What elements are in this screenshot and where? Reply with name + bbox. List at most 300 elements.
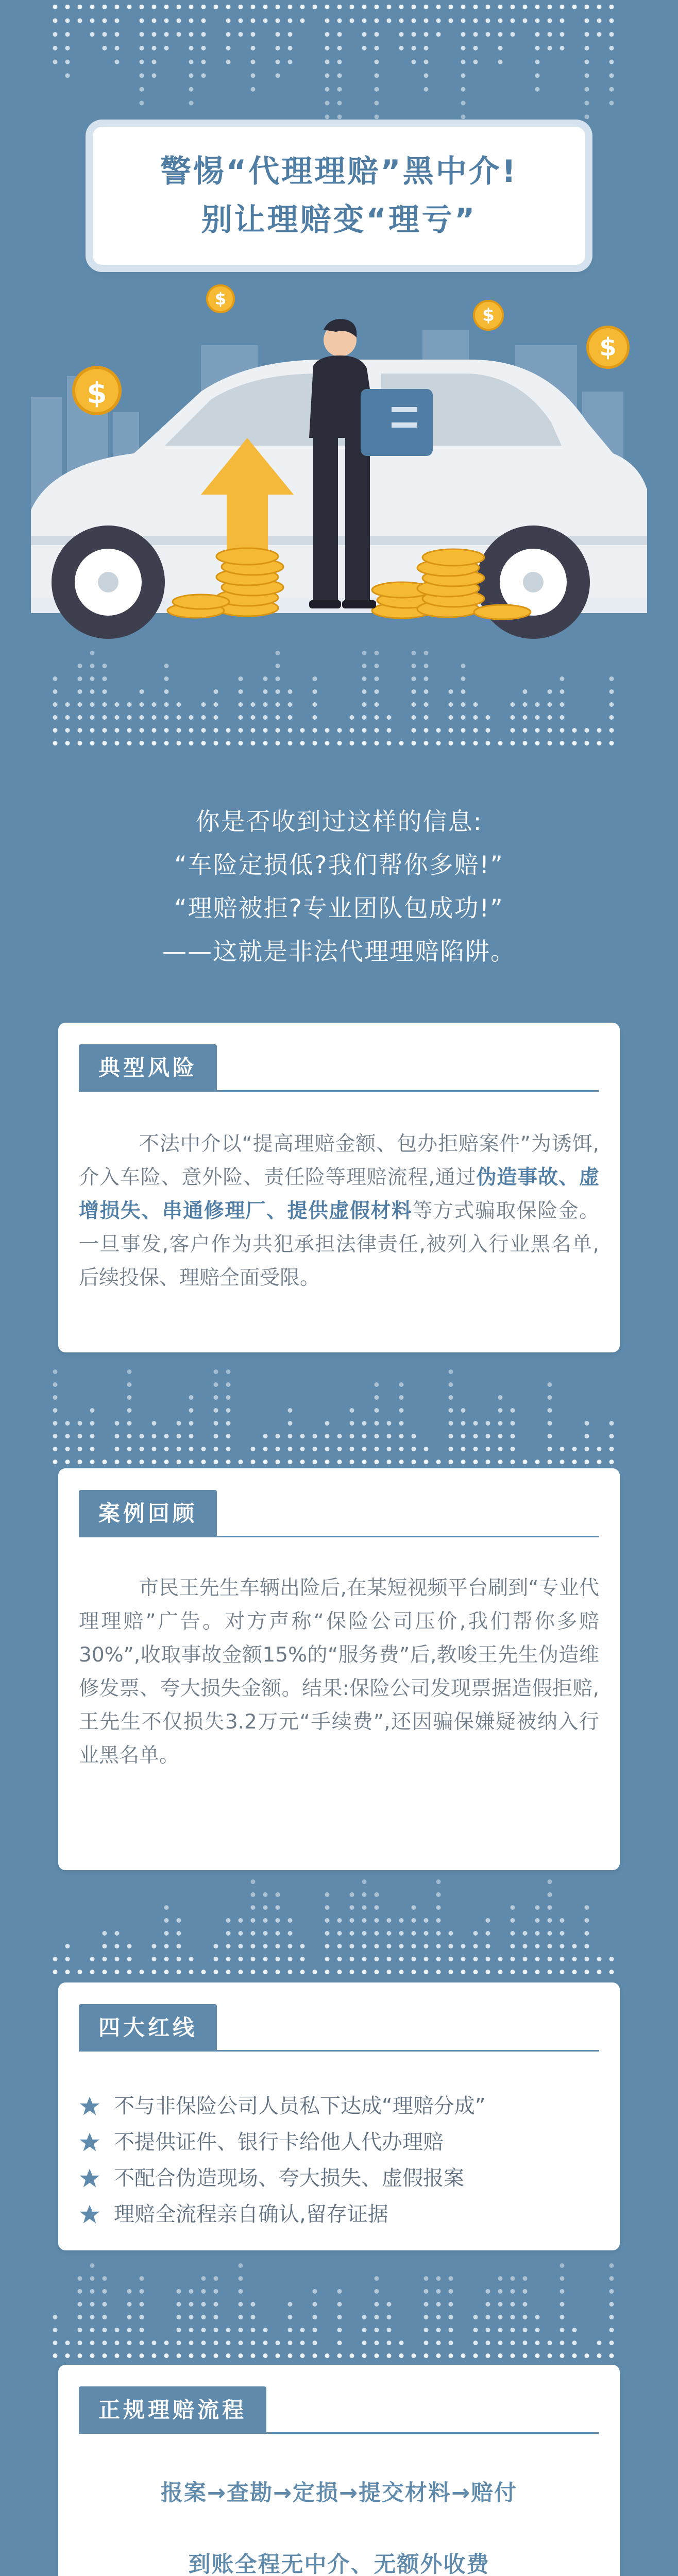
decor-dot <box>350 1408 354 1413</box>
decor-dot <box>412 1931 416 1936</box>
decor-dot <box>177 2302 181 2307</box>
decor-dot <box>387 1434 392 1438</box>
decor-dot <box>511 1918 515 1923</box>
decor-dot <box>214 1944 218 1948</box>
decor-dot <box>313 1434 317 1438</box>
decor-dot <box>325 46 330 50</box>
decor-dot <box>78 19 82 23</box>
decor-dot <box>523 1957 528 1961</box>
decor-dot <box>498 1957 503 1961</box>
decor-dot <box>362 1905 367 1910</box>
decor-dot <box>436 2276 441 2281</box>
decor-dot <box>65 728 70 733</box>
decor-dot <box>461 73 466 78</box>
decor-dot <box>239 2276 243 2281</box>
decor-dot <box>337 728 342 733</box>
decor-dot <box>523 1931 528 1936</box>
decor-dot <box>436 2341 441 2345</box>
decor-dot <box>399 1970 404 1974</box>
decor-dot <box>560 2289 565 2294</box>
decor-dot <box>226 1460 231 1464</box>
decor-dot <box>115 32 120 37</box>
decor-dot <box>609 1447 614 1451</box>
decor-dot <box>152 46 157 50</box>
decor-dot <box>486 2328 490 2332</box>
decor-dot <box>65 1434 70 1438</box>
decor-dot <box>486 1460 490 1464</box>
decor-dot <box>189 101 194 106</box>
decor-dot <box>560 2315 565 2319</box>
decor-dot <box>115 1970 120 1974</box>
decor-dot <box>473 1944 478 1948</box>
decor-dot <box>337 46 342 50</box>
decor-dot <box>152 32 157 37</box>
decor-dot <box>201 1460 206 1464</box>
decor-dot <box>53 32 58 37</box>
decor-dot <box>548 1905 552 1910</box>
dot-grid <box>49 1365 629 1468</box>
decor-dot <box>239 689 243 694</box>
decor-dot <box>436 1892 441 1897</box>
decor-dot <box>523 715 528 720</box>
decor-dot <box>362 728 367 733</box>
decor-dot <box>572 2341 577 2345</box>
decor-dot <box>313 702 317 707</box>
decor-dot <box>572 741 577 745</box>
decor-dot <box>511 1931 515 1936</box>
decor-dot <box>140 1460 144 1464</box>
redline-text: 理赔全流程亲自确认,留存证据 <box>114 2202 388 2226</box>
decor-dot <box>325 1892 330 1897</box>
decor-dot <box>362 1931 367 1936</box>
decor-dot <box>473 1970 478 1974</box>
decor-dot <box>461 32 466 37</box>
decor-dot <box>498 2353 503 2358</box>
decor-dot <box>288 19 293 23</box>
decor-dot <box>461 741 466 745</box>
decor-dot <box>449 1434 453 1438</box>
case-paragraph <box>79 1571 599 1772</box>
decor-dot <box>276 1460 280 1464</box>
decor-dot <box>461 1460 466 1464</box>
decor-dot <box>53 1447 58 1451</box>
decor-dot <box>387 2341 392 2345</box>
decor-dot <box>276 676 280 681</box>
decor-dot <box>560 1944 565 1948</box>
decor-dot <box>251 1931 256 1936</box>
decor-dot <box>140 741 144 745</box>
decor-dot <box>597 1447 602 1451</box>
decor-dot <box>90 741 95 745</box>
decor-dot <box>65 19 70 23</box>
decor-dot <box>399 1434 404 1438</box>
decor-dot <box>362 1957 367 1961</box>
decor-dot <box>263 715 268 720</box>
decor-dot <box>251 73 256 78</box>
decor-dot <box>424 1931 429 1936</box>
decor-dot <box>201 5 206 9</box>
decor-dot <box>375 715 379 720</box>
decor-dot <box>189 1970 194 1974</box>
decor-dot <box>288 1408 293 1413</box>
decor-dot <box>461 5 466 9</box>
decor-dot <box>164 728 169 733</box>
decor-dot <box>53 1382 58 1387</box>
decor-dot <box>239 715 243 720</box>
decor-dot <box>399 1382 404 1387</box>
decor-dot <box>449 5 453 9</box>
decor-dot <box>288 2341 293 2345</box>
decor-dot <box>226 2341 231 2345</box>
decor-dot <box>387 5 392 9</box>
decor-dot <box>436 2289 441 2294</box>
decor-dot <box>375 689 379 694</box>
decor-dot <box>90 19 95 23</box>
decor-dot <box>300 5 305 9</box>
coin-icon <box>473 300 504 331</box>
decor-dot <box>152 60 157 64</box>
decor-dot <box>251 1905 256 1910</box>
decor-dot <box>511 2302 515 2307</box>
star-icon <box>79 2204 100 2225</box>
decor-dot <box>103 2353 107 2358</box>
decor-dot <box>362 32 367 37</box>
decor-dot <box>473 5 478 9</box>
decor-dot <box>473 32 478 37</box>
decor-dot <box>239 2315 243 2319</box>
decor-dot <box>214 2302 218 2307</box>
decor-dot <box>201 60 206 64</box>
decor-dot <box>548 728 552 733</box>
decor-dot <box>276 702 280 707</box>
decor-dot <box>263 1905 268 1910</box>
decor-dot <box>90 1460 95 1464</box>
intro-text <box>49 801 629 974</box>
divider <box>79 1536 599 1537</box>
decor-dot <box>78 1421 82 1426</box>
decor-dot <box>177 1447 181 1451</box>
decor-dot <box>375 2302 379 2307</box>
decor-dot <box>436 2315 441 2319</box>
decor-dot <box>177 1434 181 1438</box>
decor-dot <box>535 1944 540 1948</box>
decor-dot <box>473 702 478 707</box>
decor-dot <box>103 664 107 668</box>
decor-dot <box>449 1421 453 1426</box>
decor-dot <box>239 1944 243 1948</box>
decor-dot <box>276 651 280 655</box>
decor-dot <box>115 741 120 745</box>
decor-dot <box>300 1944 305 1948</box>
decor-dot <box>189 715 194 720</box>
decor-dot <box>609 2341 614 2345</box>
decor-dot <box>263 689 268 694</box>
decor-dot <box>560 46 565 50</box>
decor-dot <box>65 60 70 64</box>
decor-dot <box>609 2353 614 2358</box>
decor-dot <box>486 19 490 23</box>
decor-dot <box>511 1905 515 1910</box>
decor-dot <box>461 60 466 64</box>
decor-dot <box>375 1970 379 1974</box>
decor-dot <box>585 1434 589 1438</box>
decor-dot <box>523 2341 528 2345</box>
decor-dot <box>560 1447 565 1451</box>
decor-dot <box>337 1931 342 1936</box>
decor-dot <box>201 2302 206 2307</box>
decor-dot <box>263 702 268 707</box>
decor-dot <box>115 1944 120 1948</box>
decor-dot <box>548 1382 552 1387</box>
decor-dot <box>609 1957 614 1961</box>
decor-dot <box>560 2328 565 2332</box>
decor-dot <box>412 32 416 37</box>
decor-dot <box>288 2328 293 2332</box>
decor-dot <box>177 2353 181 2358</box>
decor-dot <box>189 1421 194 1426</box>
decor-dot <box>177 2328 181 2332</box>
decor-dot <box>65 1970 70 1974</box>
decor-dot <box>152 1970 157 1974</box>
decor-dot <box>78 715 82 720</box>
decor-dot <box>560 2263 565 2268</box>
decor-dot <box>498 1434 503 1438</box>
decor-dot <box>362 715 367 720</box>
decor-dot <box>597 1460 602 1464</box>
decor-dot <box>375 1460 379 1464</box>
decor-dot <box>412 1460 416 1464</box>
decor-dot <box>53 1434 58 1438</box>
decor-dot <box>375 60 379 64</box>
decor-dot <box>140 1434 144 1438</box>
decor-dot <box>53 1408 58 1413</box>
decor-dot <box>115 715 120 720</box>
decor-dot <box>498 1460 503 1464</box>
decor-dot <box>486 2353 490 2358</box>
decor-dot <box>90 2289 95 2294</box>
decor-dot <box>78 2353 82 2358</box>
decor-dot <box>511 2328 515 2332</box>
decor-dot <box>498 2328 503 2332</box>
decor-dot <box>486 1447 490 1451</box>
coin-symbol: $ <box>87 377 107 410</box>
decor-dot <box>486 1970 490 1974</box>
decor-dot <box>140 2341 144 2345</box>
decor-dot <box>585 1918 589 1923</box>
decor-dot <box>337 1944 342 1948</box>
decor-dot <box>214 2289 218 2294</box>
decor-dot <box>313 676 317 681</box>
title-card <box>93 127 585 265</box>
decor-dot <box>226 1918 231 1923</box>
decor-dot <box>399 19 404 23</box>
decor-dot <box>399 1944 404 1948</box>
decor-dot <box>523 689 528 694</box>
decor-dot <box>350 728 354 733</box>
decor-dot <box>585 32 589 37</box>
decor-dot <box>288 1944 293 1948</box>
decor-dot <box>239 32 243 37</box>
decor-dot <box>424 2289 429 2294</box>
decor-dot <box>609 46 614 50</box>
decor-dot <box>65 1944 70 1948</box>
decor-dot <box>103 2289 107 2294</box>
decor-dot <box>449 2289 453 2294</box>
decor-dot <box>276 1957 280 1961</box>
decor-dot <box>251 728 256 733</box>
dot-grid-top <box>49 0 629 124</box>
decor-dot <box>251 2315 256 2319</box>
decor-dot <box>535 19 540 23</box>
decor-dot <box>585 1421 589 1426</box>
decor-dot <box>375 1957 379 1961</box>
decor-dot <box>263 2328 268 2332</box>
decor-dot <box>276 1944 280 1948</box>
decor-dot <box>424 715 429 720</box>
decor-dot <box>140 101 144 106</box>
decor-dot <box>337 2353 342 2358</box>
decor-dot <box>449 1944 453 1948</box>
decor-dot <box>498 2341 503 2345</box>
decor-dot <box>201 1970 206 1974</box>
decor-dot <box>436 1918 441 1923</box>
decor-dot <box>436 19 441 23</box>
redline-text: 不提供证件、银行卡给他人代办理赔 <box>114 2130 444 2154</box>
decor-dot <box>362 1421 367 1426</box>
decor-dot <box>201 32 206 37</box>
decor-dot <box>152 1447 157 1451</box>
decor-dot <box>449 1408 453 1413</box>
decor-dot <box>560 1460 565 1464</box>
decor-dot <box>461 728 466 733</box>
decor-dot <box>300 2353 305 2358</box>
decor-dot <box>189 728 194 733</box>
decor-dot <box>350 1944 354 1948</box>
decor-dot <box>325 1460 330 1464</box>
decor-dot <box>399 32 404 37</box>
decor-dot <box>424 1970 429 1974</box>
decor-dot <box>189 1434 194 1438</box>
dot-pattern-3 <box>49 1875 629 1978</box>
decor-dot <box>424 60 429 64</box>
decor-dot <box>560 702 565 707</box>
decor-dot <box>288 1970 293 1974</box>
intro-line: ——这就是非法代理理赔陷阱。 <box>162 938 516 966</box>
decor-dot <box>461 114 466 119</box>
decor-dot <box>486 1957 490 1961</box>
decor-dot <box>90 2328 95 2332</box>
decor-dot <box>177 32 181 37</box>
decor-dot <box>115 1421 120 1426</box>
decor-dot <box>585 1944 589 1948</box>
decor-dot <box>226 1369 231 1374</box>
decor-dot <box>461 2353 466 2358</box>
decor-dot <box>560 1918 565 1923</box>
decor-dot <box>449 702 453 707</box>
decor-dot <box>548 1408 552 1413</box>
decor-dot <box>436 1931 441 1936</box>
case-card-tag: 案例回顾 <box>79 1490 217 1537</box>
decor-dot <box>288 702 293 707</box>
decor-dot <box>140 2328 144 2332</box>
decor-dot <box>115 2353 120 2358</box>
decor-dot <box>486 1421 490 1426</box>
decor-dot <box>251 741 256 745</box>
decor-dot <box>288 728 293 733</box>
decor-dot <box>498 1970 503 1974</box>
decor-dot <box>350 2353 354 2358</box>
decor-dot <box>226 1931 231 1936</box>
decor-dot <box>424 46 429 50</box>
decor-dot <box>127 1460 132 1464</box>
decor-dot <box>90 1957 95 1961</box>
decor-dot <box>127 2328 132 2332</box>
decor-dot <box>288 741 293 745</box>
decor-dot <box>325 73 330 78</box>
decor-dot <box>300 741 305 745</box>
decor-dot <box>201 715 206 720</box>
decor-dot <box>226 1395 231 1400</box>
decor-dot <box>214 1434 218 1438</box>
decor-dot <box>548 1447 552 1451</box>
divider <box>79 2432 599 2434</box>
decor-dot <box>288 1460 293 1464</box>
decor-dot <box>103 2341 107 2345</box>
decor-dot <box>548 702 552 707</box>
decor-dot <box>103 2302 107 2307</box>
decor-dot <box>189 1957 194 1961</box>
decor-dot <box>127 1957 132 1961</box>
decor-dot <box>362 1434 367 1438</box>
decor-dot <box>350 1905 354 1910</box>
decor-dot <box>226 1957 231 1961</box>
decor-dot <box>424 32 429 37</box>
decor-dot <box>164 1944 169 1948</box>
decor-dot <box>276 689 280 694</box>
decor-dot <box>375 1918 379 1923</box>
decor-dot <box>201 46 206 50</box>
decor-dot <box>325 2353 330 2358</box>
decor-dot <box>103 702 107 707</box>
decor-dot <box>127 1447 132 1451</box>
decor-dot <box>585 114 589 119</box>
decor-dot <box>387 1918 392 1923</box>
decor-dot <box>535 728 540 733</box>
decor-dot <box>239 2302 243 2307</box>
decor-dot <box>115 1434 120 1438</box>
process-note: 到账全程无中介、无额外收费 <box>188 2552 490 2576</box>
decor-dot <box>115 1931 120 1936</box>
risk-text-emphasis: 伪造事故、虚增损失、串通修理厂、提供虚假材料 <box>79 1166 599 1223</box>
decor-dot <box>387 1944 392 1948</box>
decor-dot <box>78 741 82 745</box>
decor-dot <box>362 1460 367 1464</box>
decor-dot <box>189 5 194 9</box>
decor-dot <box>164 715 169 720</box>
decor-dot <box>375 676 379 681</box>
decor-dot <box>597 728 602 733</box>
decor-dot <box>103 2328 107 2332</box>
decor-dot <box>473 2341 478 2345</box>
decor-dot <box>535 1931 540 1936</box>
decor-dot <box>511 2315 515 2319</box>
decor-dot <box>362 5 367 9</box>
decor-dot <box>412 1970 416 1974</box>
decor-dot <box>461 1421 466 1426</box>
decor-dot <box>473 60 478 64</box>
decor-dot <box>164 1918 169 1923</box>
decor-dot <box>473 2315 478 2319</box>
